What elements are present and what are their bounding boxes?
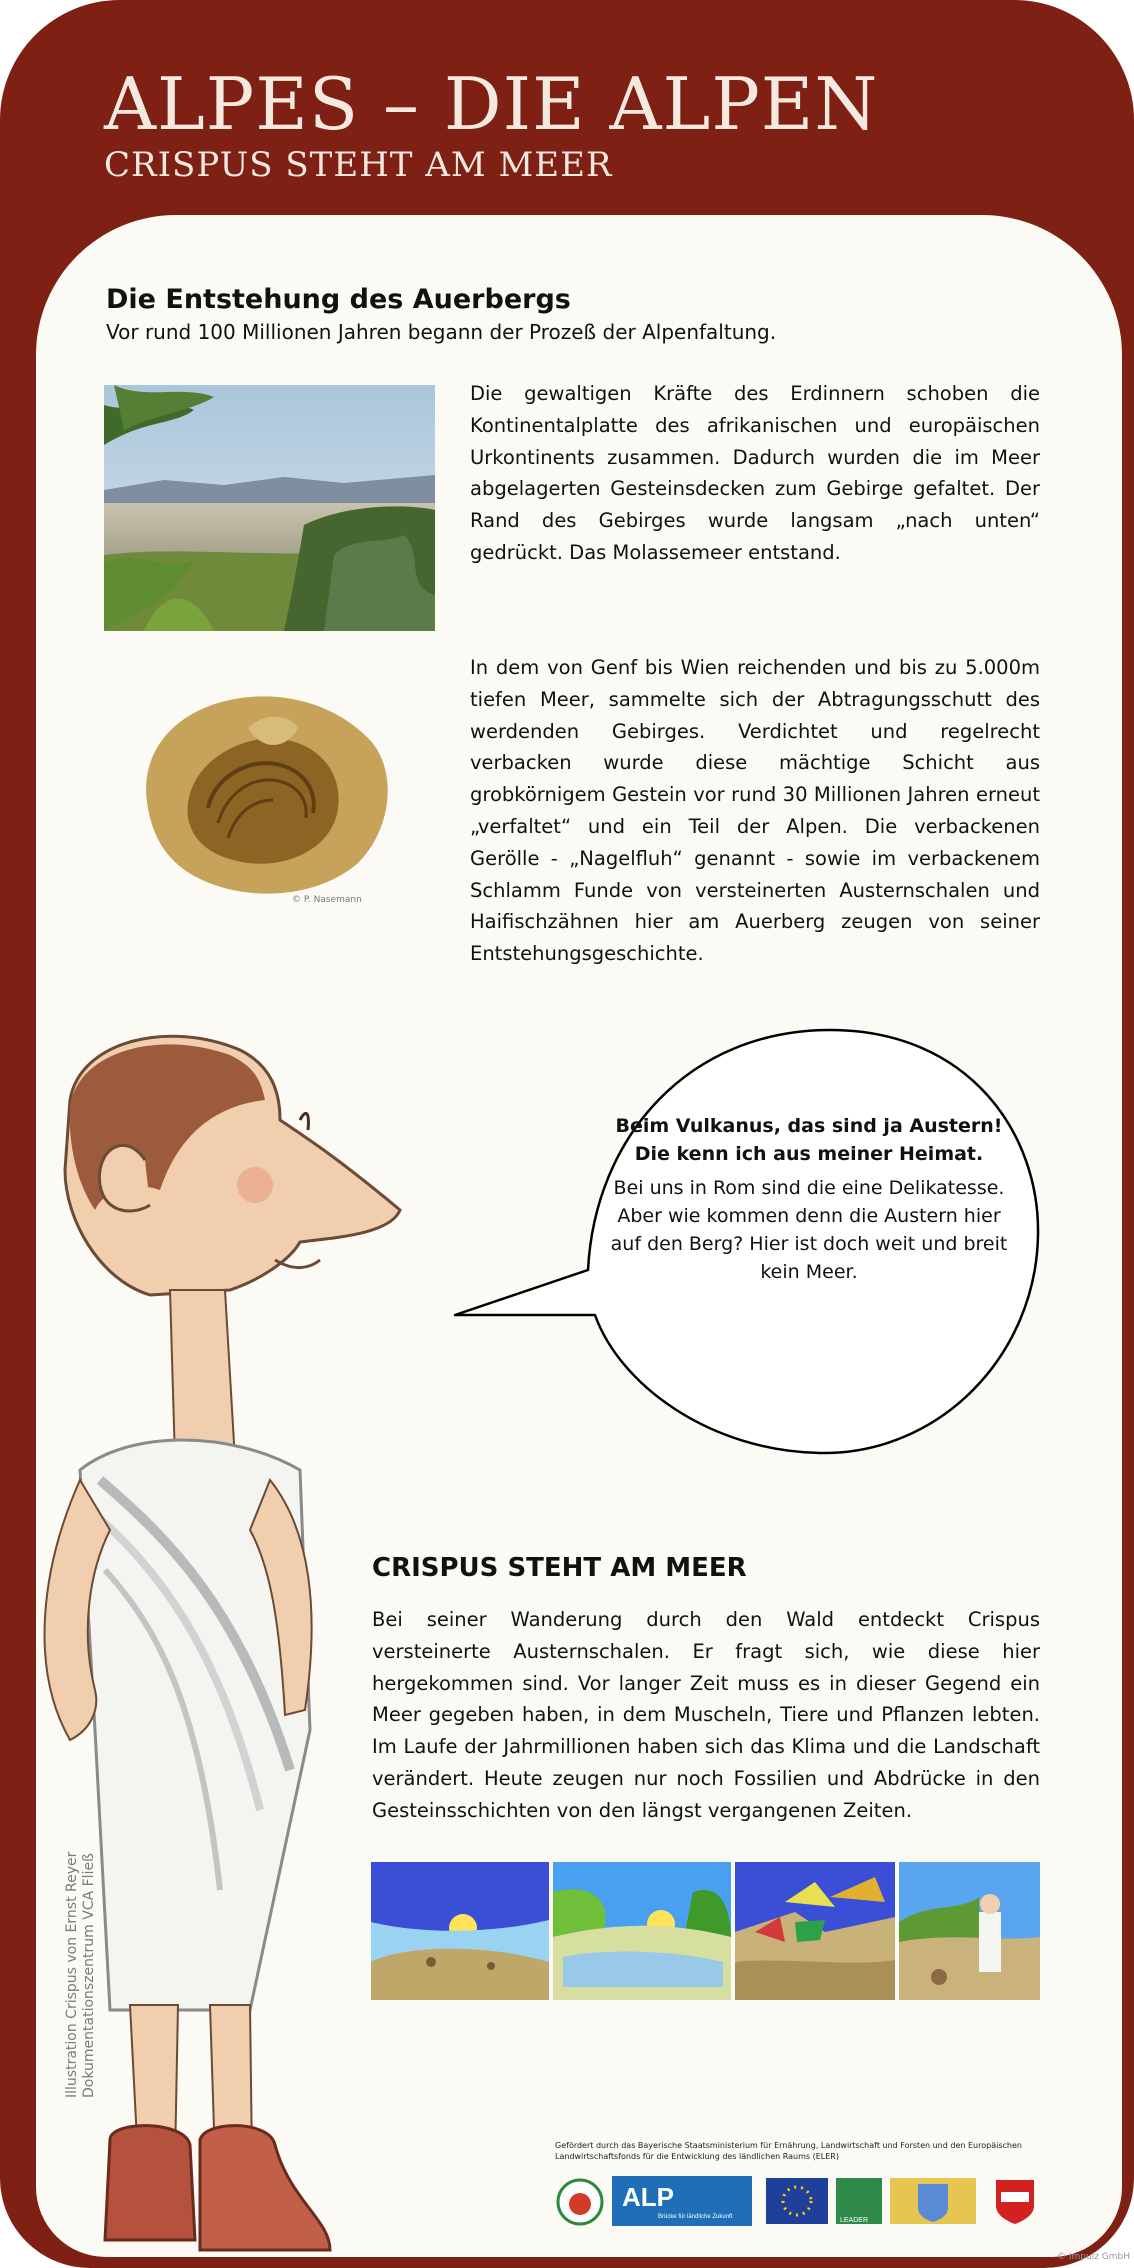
paragraph-molasse-sea: In dem von Genf bis Wien reichenden und bis zu 5.000m tiefen Meer, sammelte sich der Abtragungsschutt des werdenden Gebirges. Verdichtet und regelrecht verbacken wurde diese mächtige Schicht aus grobkörnigem Gestein vor rund 30 Millionen Jahren erneut „verfaltet“ und ein Teil der Alpen. Die verbackenen Gerölle - „Nagelfluh“ genannt - sowie im verbackenem Schlamm Funde von versteinerten Austernschalen und Haifischzähnen hier am Auerberg zeugen von seiner Entstehungsgeschichte.	[470, 656, 1040, 966]
illustration-credit-line1: Illustration Crispus von Ernst Reyer	[64, 1851, 80, 2098]
svg-text:Brücke für ländliche Zukunft: Brücke für ländliche Zukunft	[658, 2214, 733, 2220]
page-title: ALPES – DIE ALPEN	[104, 62, 879, 146]
eu-flag-logo	[766, 2178, 828, 2224]
comic-panel-3-tectonic-collision	[735, 1862, 895, 2000]
svg-text:LEADER: LEADER	[840, 2217, 869, 2224]
bubble-heimat-line: Die kenn ich aus meiner Heimat.	[634, 1143, 984, 1165]
funding-notice: Gefördert durch das Bayerische Staatsministerium für Ernährung, Landwirtschaft und Forsten und den Europäischen Landwirtschaftsfonds für die Entwicklung des ländlichen Raums (ELER)	[555, 2141, 1022, 2161]
prehistoric-landscape-photo	[104, 385, 435, 631]
speech-bubble-text	[604, 1112, 1014, 1286]
section-heading: Die Entstehung des Auerbergs	[106, 284, 571, 315]
copyright-notice: © Impulz GmbH	[1057, 2252, 1131, 2262]
section-lead: Vor rund 100 Millionen Jahren begann der Prozeß der Alpenfaltung.	[106, 320, 777, 344]
illustration-credit-line2: Dokumentationszentrum VCA Fließ	[81, 1853, 97, 2098]
illustration-credit	[64, 1852, 98, 2098]
comic-panel-4-crispus-finds-fossils	[899, 1862, 1040, 2000]
section2-heading: CRISPUS STEHT AM MEER	[372, 1553, 747, 1583]
leader-logo	[836, 2178, 882, 2224]
comic-panel-2-lake	[553, 1862, 731, 2000]
paragraph-crispus-story: Bei seiner Wanderung durch den Wald entdeckt Crispus versteinerte Austernschalen. Er fragt sich, wie diese hier hergekommen sind. Vor langer Zeit muss es in dieser Gegend ein Meer gegeben haben, in dem Muscheln, Tiere und Pflanzen lebten. Im Laufe der Jahrmillionen haben sich das Klima und die Landschaft verändert. Heute zeugen nur noch Fossilien und Abdrücke in den Gesteinsschichten von den längst vergangenen Zeiten.	[372, 1608, 1040, 1822]
paragraph-plate-tectonics: Die gewaltigen Kräfte des Erdinnern schoben die Kontinentalplatte des afrikanischen und europäischen Urkontinents zusammen. Dadurch wurden die im Meer abgelagerten Gesteinsdecken zum Gebirge gefaltet. Der Rand des Gebirges wurde langsam „nach unten“ gedrückt. Das Molassemeer entstand.	[470, 382, 1040, 564]
bubble-exclamation: Beim Vulkanus, das sind ja Austern!	[615, 1115, 1003, 1137]
page-subtitle: CRISPUS STEHT AM MEER	[104, 145, 613, 185]
sponsor-logos	[552, 2172, 1046, 2228]
comic-panel-1-sea-sunrise	[371, 1862, 549, 2000]
bubble-body-text: Bei uns in Rom sind die eine Delikatesse. Aber wie kommen denn die Austern hier auf den Berg? Hier ist doch weit und breit kein Meer.	[610, 1177, 1008, 1283]
municipal-coat-of-arms	[996, 2180, 1034, 2224]
photo-credit: © P. Nasemann	[292, 895, 362, 905]
bavarian-coat-of-arms	[890, 2178, 976, 2224]
svg-text:ALP: ALP	[622, 2182, 674, 2212]
auerbergland-logo	[558, 2180, 602, 2224]
alp-logo	[612, 2176, 752, 2226]
oyster-fossil-image	[128, 668, 404, 908]
